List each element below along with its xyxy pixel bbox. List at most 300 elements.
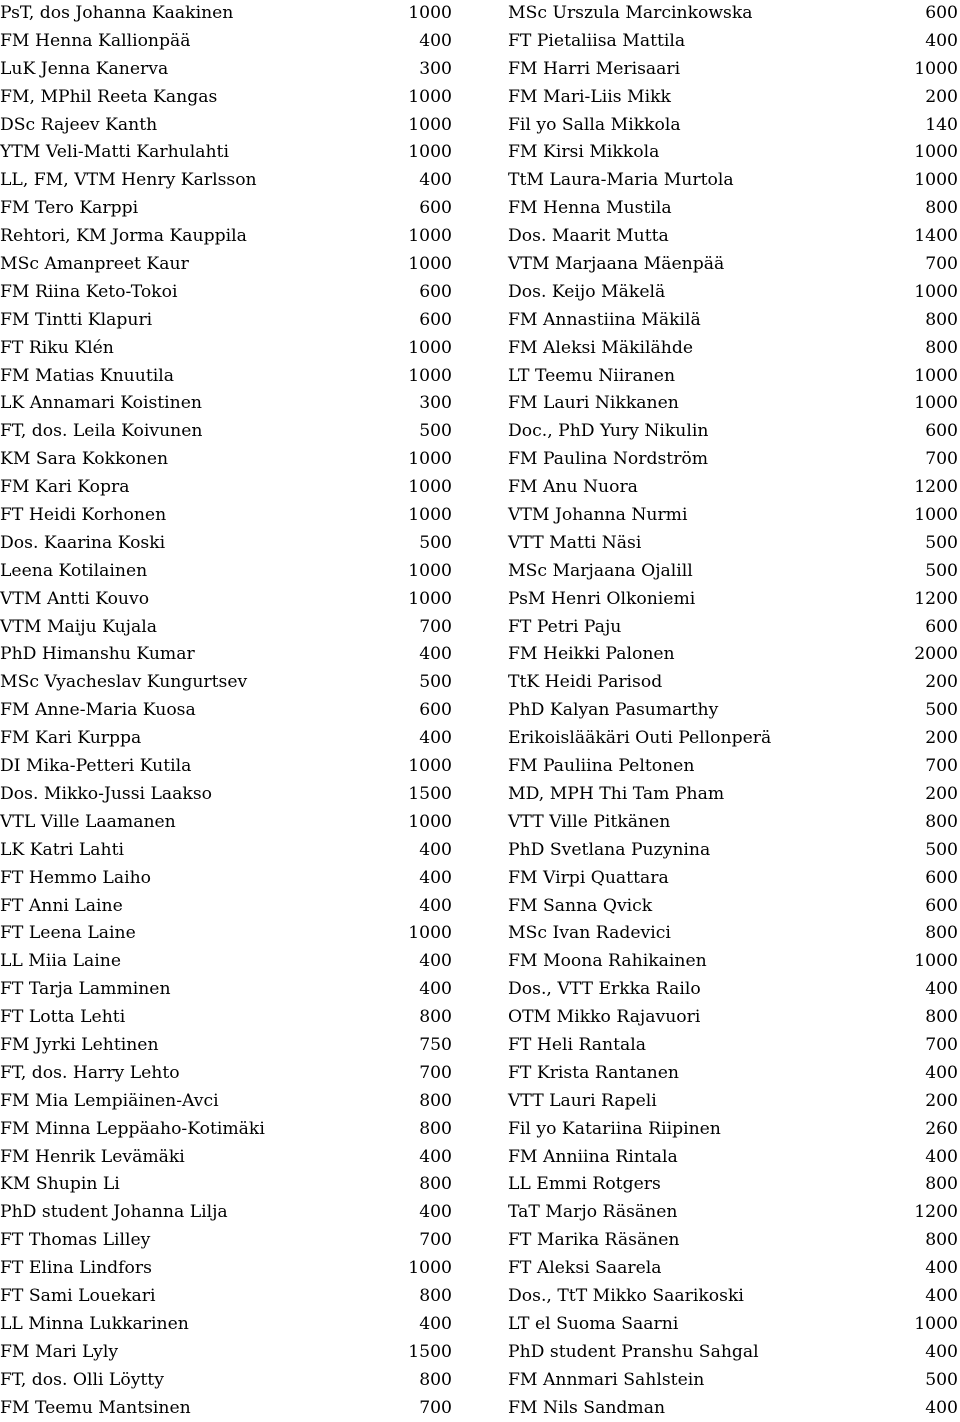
- amount-value: 800: [419, 1285, 452, 1306]
- list-item: [508, 948, 960, 976]
- person-name: MSc Marjaana Ojalill: [508, 560, 693, 581]
- person-name: VTT Lauri Rapeli: [508, 1090, 657, 1111]
- amount-value: 400: [419, 839, 452, 860]
- person-name: FM Mari-Liis Mikk: [508, 86, 671, 107]
- amount-value: 750: [419, 1034, 452, 1055]
- list-item: [0, 893, 454, 921]
- person-name: PhD Svetlana Puzynina: [508, 839, 711, 860]
- list-item: [508, 84, 960, 112]
- list-item: [0, 641, 454, 669]
- list-item: [508, 1199, 960, 1227]
- amount-value: 1000: [914, 58, 958, 79]
- person-name: VTM Marjaana Mäenpää: [508, 254, 725, 275]
- amount-value: 800: [925, 198, 958, 219]
- list-item: [508, 586, 960, 614]
- amount-value: 500: [419, 672, 452, 693]
- list-item: [508, 725, 960, 753]
- person-name: DSc Rajeev Kanth: [0, 114, 158, 135]
- amount-value: 1000: [408, 477, 452, 498]
- list-item: [508, 279, 960, 307]
- list-item: [508, 837, 960, 865]
- amount-value: 1000: [408, 1258, 452, 1279]
- list-item: [508, 669, 960, 697]
- person-name: FT Krista Rantanen: [508, 1062, 679, 1083]
- list-item: [508, 1116, 960, 1144]
- list-item: [508, 1088, 960, 1116]
- person-name: FM Anu Nuora: [508, 477, 638, 498]
- list-item: [508, 614, 960, 642]
- amount-value: 600: [925, 3, 958, 23]
- person-name: FT Lotta Lehti: [0, 1007, 126, 1028]
- amount-value: 700: [419, 1062, 452, 1083]
- person-name: PhD Himanshu Kumar: [0, 644, 195, 665]
- amount-value: 800: [925, 1230, 958, 1251]
- list-item: [0, 920, 454, 948]
- amount-value: 400: [419, 1313, 452, 1334]
- amount-value: 1000: [408, 811, 452, 832]
- amount-value: 1500: [408, 1341, 452, 1362]
- person-name: OTM Mikko Rajavuori: [508, 1007, 701, 1028]
- person-name: FM Matias Knuutila: [0, 365, 174, 386]
- amount-value: 400: [925, 1397, 958, 1418]
- amount-value: 1000: [408, 86, 452, 107]
- list-item: [508, 865, 960, 893]
- amount-value: 400: [419, 1202, 452, 1223]
- amount-value: 400: [925, 1062, 958, 1083]
- list-item: [0, 84, 454, 112]
- amount-value: 1000: [408, 337, 452, 358]
- person-name: FM Henna Kallionpää: [0, 30, 191, 51]
- person-name: MSc Ivan Radevici: [508, 923, 671, 944]
- person-name: DI Mika-Petteri Kutila: [0, 756, 192, 777]
- list-item: [508, 809, 960, 837]
- person-name: KM Shupin Li: [0, 1174, 120, 1195]
- list-item: [0, 1088, 454, 1116]
- person-name: FM Aleksi Mäkilähde: [508, 337, 694, 358]
- person-name: PhD student Johanna Lilja: [0, 1202, 228, 1223]
- person-name: PsT, dos Johanna Kaakinen: [0, 3, 234, 23]
- person-name: MSc Amanpreet Kaur: [0, 254, 189, 275]
- list-item: [508, 251, 960, 279]
- list-item: [0, 1060, 454, 1088]
- amount-value: 800: [419, 1007, 452, 1028]
- person-name: FT Pietaliisa Mattila: [508, 30, 686, 51]
- person-name: FM Kari Kurppa: [0, 728, 142, 749]
- list-item: [0, 1144, 454, 1172]
- amount-value: 800: [419, 1118, 452, 1139]
- amount-value: 800: [419, 1090, 452, 1111]
- list-item: [0, 223, 454, 251]
- list-item: [508, 1227, 960, 1255]
- person-name: LuK Jenna Kanerva: [0, 58, 169, 79]
- person-name: FT, dos. Olli Löytty: [0, 1369, 164, 1390]
- list-item: [0, 809, 454, 837]
- person-name: Dos. Kaarina Koski: [0, 532, 166, 553]
- person-name: PhD student Pranshu Sahgal: [508, 1341, 759, 1362]
- list-item: [0, 1227, 454, 1255]
- person-name: Rehtori, KM Jorma Kauppila: [0, 226, 247, 247]
- list-item: [0, 112, 454, 140]
- amount-value: 700: [419, 1397, 452, 1418]
- person-name: FM Kirsi Mikkola: [508, 142, 660, 163]
- list-item: [0, 1004, 454, 1032]
- person-name: VTM Maiju Kujala: [0, 616, 157, 637]
- amount-value: 2000: [914, 644, 958, 665]
- amount-value: 300: [419, 393, 452, 414]
- amount-value: 1000: [408, 365, 452, 386]
- list-item: [0, 865, 454, 893]
- person-name: TtM Laura-Maria Murtola: [508, 170, 734, 191]
- list-item: [508, 56, 960, 84]
- person-name: Fil yo Katariina Riipinen: [508, 1118, 721, 1139]
- list-item: [508, 1032, 960, 1060]
- list-item: [0, 1339, 454, 1367]
- list-item: [508, 474, 960, 502]
- amount-value: 1000: [914, 393, 958, 414]
- list-item: [0, 363, 454, 391]
- amount-value: 1200: [914, 588, 958, 609]
- list-item: [0, 1171, 454, 1199]
- person-name: FM Annmari Sahlstein: [508, 1369, 705, 1390]
- list-item: [0, 1255, 454, 1283]
- amount-value: 400: [925, 979, 958, 1000]
- person-name: FT Petri Paju: [508, 616, 622, 637]
- person-name: FM Virpi Quattara: [508, 867, 669, 888]
- person-name: FM Anne-Maria Kuosa: [0, 700, 196, 721]
- amount-value: 600: [925, 616, 958, 637]
- amount-value: 600: [925, 867, 958, 888]
- list-item: [0, 195, 454, 223]
- amount-value: 1000: [914, 365, 958, 386]
- person-name: FT Leena Laine: [0, 923, 136, 944]
- person-name: LL, FM, VTM Henry Karlsson: [0, 170, 257, 191]
- person-name: FM Harri Merisaari: [508, 58, 681, 79]
- list-item: [508, 893, 960, 921]
- list-item: [508, 223, 960, 251]
- amount-value: 700: [419, 1230, 452, 1251]
- list-item: [508, 0, 960, 28]
- amount-value: 1000: [408, 226, 452, 247]
- amount-value: 400: [925, 1258, 958, 1279]
- person-name: KM Sara Kokkonen: [0, 449, 169, 470]
- list-item: [508, 139, 960, 167]
- amount-value: 400: [419, 170, 452, 191]
- list-item: [0, 167, 454, 195]
- person-name: PsM Henri Olkoniemi: [508, 588, 696, 609]
- person-name: Dos., VTT Erkka Railo: [508, 979, 701, 1000]
- person-name: Leena Kotilainen: [0, 560, 148, 581]
- amount-value: 400: [419, 30, 452, 51]
- person-name: FT, dos. Harry Lehto: [0, 1062, 180, 1083]
- amount-value: 1000: [914, 281, 958, 302]
- person-name: Dos., TtT Mikko Saarikoski: [508, 1285, 744, 1306]
- person-name: FM, MPhil Reeta Kangas: [0, 86, 218, 107]
- person-name: FM Heikki Palonen: [508, 644, 675, 665]
- list-item: [0, 139, 454, 167]
- list-item: [0, 1032, 454, 1060]
- amount-value: 500: [925, 1369, 958, 1390]
- person-name: Doc., PhD Yury Nikulin: [508, 421, 709, 442]
- person-name: FM Jyrki Lehtinen: [0, 1034, 159, 1055]
- list-item: [508, 1004, 960, 1032]
- list-item: [0, 28, 454, 56]
- list-item: [508, 781, 960, 809]
- amount-value: 400: [419, 867, 452, 888]
- amount-value: 400: [925, 1341, 958, 1362]
- amount-value: 1000: [914, 505, 958, 526]
- list-item: [0, 56, 454, 84]
- person-name: FM Teemu Mantsinen: [0, 1397, 191, 1418]
- list-item: [508, 195, 960, 223]
- list-item: [508, 753, 960, 781]
- person-name: LL Minna Lukkarinen: [0, 1313, 189, 1334]
- amount-value: 400: [419, 895, 452, 916]
- person-name: FM Tintti Klapuri: [0, 309, 153, 330]
- amount-value: 600: [419, 700, 452, 721]
- person-name: FT Heidi Korhonen: [0, 505, 167, 526]
- person-name: FM Paulina Nordström: [508, 449, 709, 470]
- person-name: FM Moona Rahikainen: [508, 951, 707, 972]
- list-item: [508, 390, 960, 418]
- list-item: [0, 502, 454, 530]
- person-name: LL Emmi Rotgers: [508, 1174, 661, 1195]
- right-column: [508, 0, 960, 1422]
- person-name: FT Sami Louekari: [0, 1285, 156, 1306]
- person-name: LT el Suoma Saarni: [508, 1313, 679, 1334]
- amount-value: 800: [925, 1007, 958, 1028]
- amount-value: 1000: [914, 951, 958, 972]
- person-name: FM Henna Mustila: [508, 198, 672, 219]
- amount-value: 1000: [408, 254, 452, 275]
- amount-value: 700: [925, 1034, 958, 1055]
- person-name: FM Henrik Levämäki: [0, 1146, 185, 1167]
- list-item: [508, 418, 960, 446]
- list-item: [508, 167, 960, 195]
- list-item: [508, 530, 960, 558]
- list-item: [508, 335, 960, 363]
- person-name: FM Kari Kopra: [0, 477, 130, 498]
- amount-value: 200: [925, 1090, 958, 1111]
- amount-value: 500: [419, 421, 452, 442]
- person-name: FM Mia Lempiäinen-Avci: [0, 1090, 219, 1111]
- amount-value: 300: [419, 58, 452, 79]
- person-name: Dos. Keijo Mäkelä: [508, 281, 666, 302]
- person-name: FT Tarja Lamminen: [0, 979, 171, 1000]
- list-item: [0, 558, 454, 586]
- person-name: FT Riku Klén: [0, 337, 114, 358]
- amount-value: 500: [419, 532, 452, 553]
- list-item: [508, 920, 960, 948]
- amount-value: 800: [419, 1369, 452, 1390]
- amount-value: 400: [419, 644, 452, 665]
- person-name: VTT Ville Pitkänen: [508, 811, 671, 832]
- person-name: Erikoislääkäri Outi Pellonperä: [508, 728, 772, 749]
- person-name: FM Pauliina Peltonen: [508, 756, 695, 777]
- list-item: [508, 1311, 960, 1339]
- list-item: [0, 1311, 454, 1339]
- amount-value: 1000: [408, 588, 452, 609]
- person-name: FM Riina Keto-Tokoi: [0, 281, 178, 302]
- amount-value: 140: [925, 114, 958, 135]
- amount-value: 800: [925, 811, 958, 832]
- person-name: TaT Marjo Räsänen: [508, 1202, 678, 1223]
- amount-value: 500: [925, 532, 958, 553]
- list-item: [508, 307, 960, 335]
- person-name: Fil yo Salla Mikkola: [508, 114, 681, 135]
- amount-value: 400: [925, 1146, 958, 1167]
- amount-value: 1000: [408, 449, 452, 470]
- person-name: Dos. Maarit Mutta: [508, 226, 669, 247]
- amount-value: 700: [925, 254, 958, 275]
- amount-value: 400: [419, 1146, 452, 1167]
- amount-value: 800: [925, 1174, 958, 1195]
- person-name: LT Teemu Niiranen: [508, 365, 676, 386]
- amount-value: 800: [419, 1174, 452, 1195]
- list-item: [508, 1283, 960, 1311]
- list-item: [0, 279, 454, 307]
- list-item: [0, 1367, 454, 1395]
- amount-value: 1000: [914, 142, 958, 163]
- list-item: [508, 446, 960, 474]
- amount-value: 500: [925, 560, 958, 581]
- list-item: [508, 1367, 960, 1395]
- person-name: FT Anni Laine: [0, 895, 123, 916]
- list-item: [508, 641, 960, 669]
- list-item: [0, 781, 454, 809]
- amount-value: 700: [419, 616, 452, 637]
- list-item: [0, 474, 454, 502]
- amount-value: 700: [925, 449, 958, 470]
- amount-value: 400: [419, 728, 452, 749]
- list-item: [508, 1060, 960, 1088]
- amount-value: 260: [925, 1118, 958, 1139]
- amount-value: 1000: [408, 560, 452, 581]
- person-name: FM Nils Sandman: [508, 1397, 666, 1418]
- list-item: [0, 307, 454, 335]
- person-name: TtK Heidi Parisod: [508, 672, 663, 693]
- list-item: [0, 446, 454, 474]
- amount-value: 500: [925, 700, 958, 721]
- person-name: FM Annastiina Mäkilä: [508, 309, 701, 330]
- amount-value: 1000: [408, 756, 452, 777]
- list-item: [508, 502, 960, 530]
- amount-value: 600: [925, 895, 958, 916]
- list-item: [0, 753, 454, 781]
- amount-value: 600: [419, 198, 452, 219]
- amount-value: 200: [925, 672, 958, 693]
- amount-value: 1200: [914, 477, 958, 498]
- list-item: [0, 837, 454, 865]
- person-name: VTT Matti Näsi: [508, 532, 642, 553]
- amount-value: 200: [925, 783, 958, 804]
- person-name: VTM Johanna Nurmi: [508, 505, 688, 526]
- person-name: FM Tero Karppi: [0, 198, 139, 219]
- person-name: MSc Urszula Marcinkowska: [508, 3, 753, 23]
- amount-value: 1000: [914, 170, 958, 191]
- amount-value: 600: [925, 421, 958, 442]
- list-item: [508, 1255, 960, 1283]
- amount-value: 600: [419, 281, 452, 302]
- person-name: VTM Antti Kouvo: [0, 588, 150, 609]
- amount-value: 800: [925, 923, 958, 944]
- list-item: [0, 0, 454, 28]
- amount-value: 700: [925, 756, 958, 777]
- amount-value: 1000: [408, 3, 452, 23]
- person-name: MD, MPH Thi Tam Pham: [508, 783, 725, 804]
- list-item: [508, 1171, 960, 1199]
- amount-value: 500: [925, 839, 958, 860]
- amount-value: 800: [925, 337, 958, 358]
- list-item: [508, 1339, 960, 1367]
- list-item: [0, 530, 454, 558]
- amount-value: 1000: [408, 923, 452, 944]
- list-item: [508, 112, 960, 140]
- person-name: LL Miia Laine: [0, 951, 121, 972]
- person-name: FM Mari Lyly: [0, 1341, 119, 1362]
- amount-value: 1400: [914, 226, 958, 247]
- amount-value: 1000: [914, 1313, 958, 1334]
- amount-value: 600: [419, 309, 452, 330]
- person-name: FT Hemmo Laiho: [0, 867, 151, 888]
- person-name: Dos. Mikko-Jussi Laakso: [0, 783, 213, 804]
- amount-value: 400: [419, 951, 452, 972]
- person-name: LK Annamari Koistinen: [0, 393, 202, 414]
- list-item: [0, 697, 454, 725]
- list-item: [508, 976, 960, 1004]
- list-item: [0, 418, 454, 446]
- left-column: [0, 0, 454, 1422]
- person-name: FM Lauri Nikkanen: [508, 393, 679, 414]
- list-item: [0, 948, 454, 976]
- person-name: FT, dos. Leila Koivunen: [0, 421, 203, 442]
- list-item: [0, 614, 454, 642]
- list-item: [0, 390, 454, 418]
- list-item: [508, 1395, 960, 1422]
- list-item: [508, 363, 960, 391]
- list-item: [0, 1395, 454, 1422]
- list-item: [508, 28, 960, 56]
- list-item: [508, 697, 960, 725]
- person-name: YTM Veli-Matti Karhulahti: [0, 142, 229, 163]
- person-name: FT Marika Räsänen: [508, 1230, 680, 1251]
- list-item: [0, 976, 454, 1004]
- amount-value: 1000: [408, 142, 452, 163]
- person-name: LK Katri Lahti: [0, 839, 125, 860]
- list-item: [0, 1116, 454, 1144]
- amount-value: 200: [925, 86, 958, 107]
- person-name: FT Heli Rantala: [508, 1034, 647, 1055]
- list-item: [508, 1144, 960, 1172]
- amount-value: 200: [925, 728, 958, 749]
- person-name: FT Elina Lindfors: [0, 1258, 152, 1279]
- list-item: [0, 669, 454, 697]
- amount-value: 1200: [914, 1202, 958, 1223]
- amount-value: 400: [925, 1285, 958, 1306]
- list-item: [0, 1199, 454, 1227]
- amount-value: 400: [419, 979, 452, 1000]
- amount-value: 1000: [408, 505, 452, 526]
- person-name: MSc Vyacheslav Kungurtsev: [0, 672, 248, 693]
- person-name: FT Thomas Lilley: [0, 1230, 151, 1251]
- list-item: [0, 725, 454, 753]
- person-name: VTL Ville Laamanen: [0, 811, 176, 832]
- amount-value: 800: [925, 309, 958, 330]
- amount-value: 1500: [408, 783, 452, 804]
- amount-value: 1000: [408, 114, 452, 135]
- person-name: FT Aleksi Saarela: [508, 1258, 662, 1279]
- list-item: [0, 1283, 454, 1311]
- list-item: [0, 335, 454, 363]
